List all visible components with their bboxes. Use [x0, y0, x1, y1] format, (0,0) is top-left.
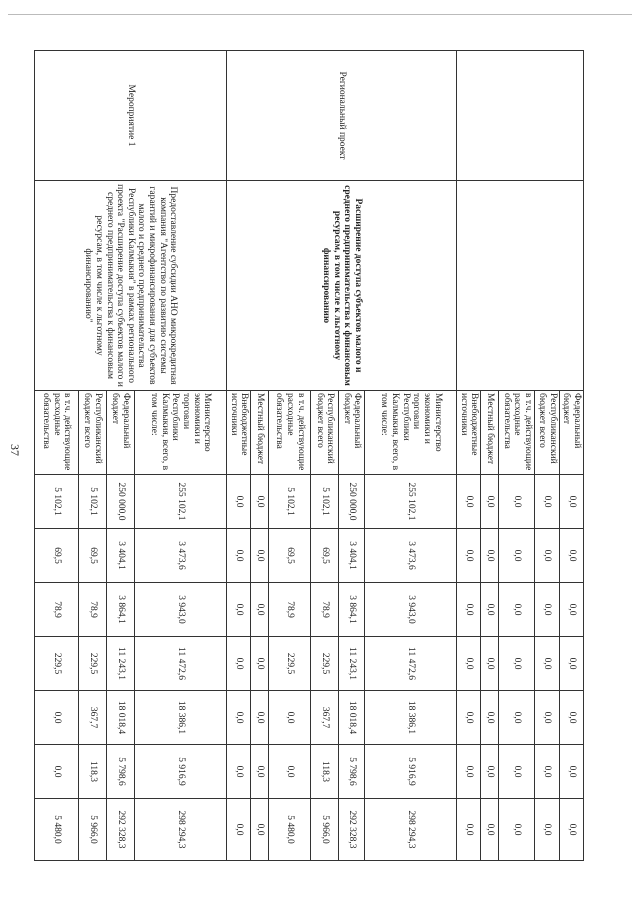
- value-cell: 298 294,3: [365, 799, 457, 861]
- value-cell: 0,0: [499, 745, 535, 799]
- value-cell: 0,0: [35, 745, 79, 799]
- value-cell: 0,0: [227, 529, 251, 583]
- value-cell: 0,0: [457, 799, 481, 861]
- value-cell: 0,0: [481, 637, 499, 691]
- value-cell: 0,0: [535, 529, 559, 583]
- value-cell: 3 404,1: [339, 529, 365, 583]
- value-cell: 0,0: [499, 637, 535, 691]
- table-body: [35, 51, 584, 861]
- funding-source-cell: в т.ч. действующие расходные обязательства: [35, 391, 79, 475]
- value-cell: 0,0: [251, 745, 269, 799]
- item-name-cell: Предоставление субсидии АНО микрокредитная компания "Агентство по развитию системы гарантий и микрофинансирования для субъектов малого и среднего предпринимательства Республики Калмыкия" в рамках регионального проекта "Расширение доступа субъектов малого и среднего предпринимательства к финансовым ресурсам, в том числе к льготному финансированию": [35, 181, 227, 391]
- value-cell: 0,0: [227, 691, 251, 745]
- value-cell: 367,7: [79, 691, 107, 745]
- value-cell: 0,0: [457, 529, 481, 583]
- item-name-cell: [457, 181, 584, 391]
- financing-table: [34, 50, 584, 861]
- funding-source-cell: Внебюджетные источники: [227, 391, 251, 475]
- value-cell: 0,0: [559, 745, 583, 799]
- level-cell: Региональный проект: [227, 51, 457, 181]
- value-cell: 0,0: [457, 637, 481, 691]
- value-cell: 0,0: [251, 799, 269, 861]
- table-row: [135, 51, 227, 861]
- value-cell: 11 243,1: [107, 637, 135, 691]
- value-cell: 78,9: [79, 583, 107, 637]
- rotated-table-container: [41, 50, 584, 860]
- value-cell: 292 328,3: [107, 799, 135, 861]
- value-cell: 229,5: [269, 637, 311, 691]
- value-cell: 0,0: [559, 691, 583, 745]
- funding-source-cell: Внебюджетные источники: [457, 391, 481, 475]
- value-cell: 0,0: [251, 475, 269, 529]
- value-cell: 3 943,0: [135, 583, 227, 637]
- value-cell: 5 480,0: [269, 799, 311, 861]
- value-cell: 5 102,1: [35, 475, 79, 529]
- value-cell: 0,0: [227, 745, 251, 799]
- value-cell: 250 000,0: [339, 475, 365, 529]
- value-cell: 0,0: [535, 799, 559, 861]
- funding-source-cell: Республиканский бюджет всего: [311, 391, 339, 475]
- value-cell: 0,0: [559, 583, 583, 637]
- value-cell: 18 018,4: [339, 691, 365, 745]
- value-cell: 0,0: [499, 799, 535, 861]
- value-cell: 11 472,6: [135, 637, 227, 691]
- value-cell: 255 102,1: [365, 475, 457, 529]
- funding-source-cell: Федеральный бюджет: [107, 391, 135, 475]
- value-cell: 0,0: [481, 529, 499, 583]
- funding-source-cell: Местный бюджет: [481, 391, 499, 475]
- value-cell: 0,0: [251, 583, 269, 637]
- value-cell: 3 473,6: [135, 529, 227, 583]
- value-cell: 255 102,1: [135, 475, 227, 529]
- value-cell: 0,0: [499, 583, 535, 637]
- value-cell: 3 473,6: [365, 529, 457, 583]
- value-cell: 118,3: [79, 745, 107, 799]
- page-number: 37: [8, 444, 22, 456]
- value-cell: 292 328,3: [339, 799, 365, 861]
- value-cell: 0,0: [481, 745, 499, 799]
- value-cell: 0,0: [559, 799, 583, 861]
- value-cell: 69,5: [79, 529, 107, 583]
- funding-source-cell: Местный бюджет: [251, 391, 269, 475]
- value-cell: 0,0: [559, 637, 583, 691]
- item-name-cell: Расширение доступа субъектов малого и среднего предпринимательства к финансовым ресурсам, в том числе к льготному финансированию: [227, 181, 457, 391]
- value-cell: 5 966,0: [311, 799, 339, 861]
- value-cell: 11 243,1: [339, 637, 365, 691]
- value-cell: 250 000,0: [107, 475, 135, 529]
- value-cell: 5 102,1: [269, 475, 311, 529]
- value-cell: 0,0: [227, 583, 251, 637]
- value-cell: 298 294,3: [135, 799, 227, 861]
- funding-source-cell: в т.ч. действующие расходные обязательства: [269, 391, 311, 475]
- value-cell: 3 404,1: [107, 529, 135, 583]
- value-cell: 5 798,6: [339, 745, 365, 799]
- value-cell: 0,0: [559, 475, 583, 529]
- value-cell: 0,0: [535, 583, 559, 637]
- value-cell: 0,0: [535, 637, 559, 691]
- value-cell: 5 102,1: [311, 475, 339, 529]
- level-cell: Мероприятие 1: [35, 51, 227, 181]
- value-cell: 3 864,1: [107, 583, 135, 637]
- value-cell: 0,0: [457, 745, 481, 799]
- value-cell: 0,0: [35, 691, 79, 745]
- table-row: [365, 51, 457, 861]
- funding-source-cell: Республиканский бюджет всего: [535, 391, 559, 475]
- value-cell: 0,0: [535, 475, 559, 529]
- value-cell: 18 386,1: [365, 691, 457, 745]
- value-cell: 367,7: [311, 691, 339, 745]
- funding-source-cell: в т.ч. действующие расходные обязательства: [499, 391, 535, 475]
- value-cell: 5 966,0: [79, 799, 107, 861]
- value-cell: 229,5: [79, 637, 107, 691]
- value-cell: 0,0: [499, 529, 535, 583]
- value-cell: 78,9: [35, 583, 79, 637]
- value-cell: 69,5: [269, 529, 311, 583]
- value-cell: 0,0: [269, 745, 311, 799]
- funding-source-cell: Министерство экономики и торговли Республики Калмыкия, всего, в том числе:: [365, 391, 457, 475]
- value-cell: 0,0: [481, 799, 499, 861]
- level-cell: [457, 51, 584, 181]
- value-cell: 0,0: [251, 529, 269, 583]
- value-cell: 0,0: [499, 691, 535, 745]
- value-cell: 0,0: [535, 691, 559, 745]
- value-cell: 78,9: [269, 583, 311, 637]
- value-cell: 3 943,0: [365, 583, 457, 637]
- value-cell: 0,0: [227, 799, 251, 861]
- value-cell: 0,0: [499, 475, 535, 529]
- value-cell: 18 386,1: [135, 691, 227, 745]
- value-cell: 69,5: [311, 529, 339, 583]
- value-cell: 5 798,6: [107, 745, 135, 799]
- value-cell: 229,5: [311, 637, 339, 691]
- value-cell: 69,5: [35, 529, 79, 583]
- value-cell: 0,0: [559, 529, 583, 583]
- value-cell: 0,0: [457, 691, 481, 745]
- value-cell: 5 102,1: [79, 475, 107, 529]
- value-cell: 0,0: [227, 475, 251, 529]
- funding-source-cell: Федеральный бюджет: [559, 391, 583, 475]
- value-cell: 0,0: [251, 691, 269, 745]
- value-cell: 0,0: [457, 475, 481, 529]
- value-cell: 11 472,6: [365, 637, 457, 691]
- value-cell: 0,0: [535, 745, 559, 799]
- value-cell: 5 916,9: [135, 745, 227, 799]
- funding-source-cell: Федеральный бюджет: [339, 391, 365, 475]
- value-cell: 78,9: [311, 583, 339, 637]
- value-cell: 0,0: [457, 583, 481, 637]
- funding-source-cell: Республиканский бюджет всего: [79, 391, 107, 475]
- value-cell: 0,0: [481, 583, 499, 637]
- value-cell: 118,3: [311, 745, 339, 799]
- value-cell: 0,0: [481, 691, 499, 745]
- value-cell: 5 480,0: [35, 799, 79, 861]
- value-cell: 5 916,9: [365, 745, 457, 799]
- funding-source-cell: Министерство экономики и торговли Республики Калмыкия, всего, в том числе:: [135, 391, 227, 475]
- table-row: [559, 51, 583, 861]
- value-cell: 0,0: [481, 475, 499, 529]
- value-cell: 0,0: [251, 637, 269, 691]
- value-cell: 18 018,4: [107, 691, 135, 745]
- value-cell: 0,0: [269, 691, 311, 745]
- value-cell: 3 864,1: [339, 583, 365, 637]
- top-rule: [8, 14, 632, 15]
- value-cell: 229,5: [35, 637, 79, 691]
- value-cell: 0,0: [227, 637, 251, 691]
